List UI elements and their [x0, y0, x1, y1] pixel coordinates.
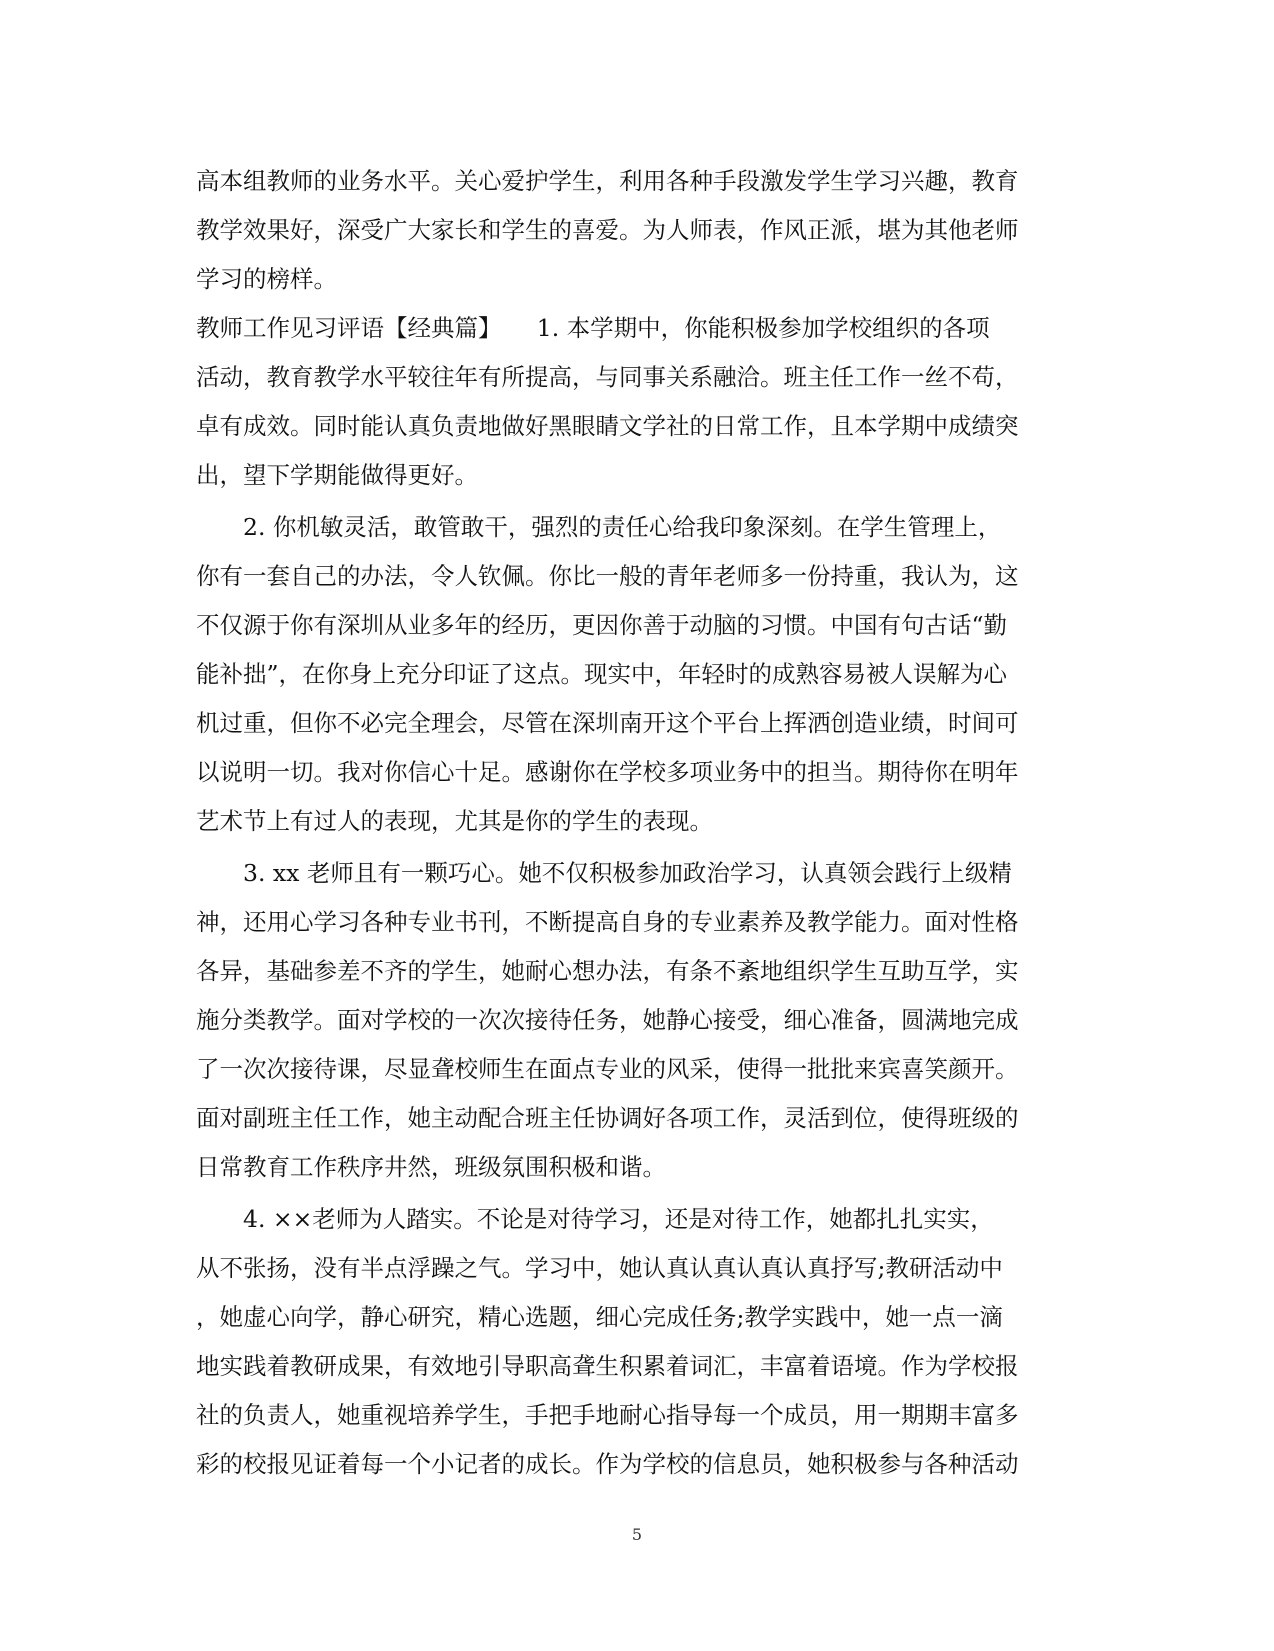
text-line: 出，望下学期能做得更好。 — [196, 461, 478, 489]
text-line: 施分类教学。面对学校的一次次接待任务，她静心接受，细心准备，圆满地完成 — [196, 1006, 1019, 1034]
text-line: 机过重，但你不必完全理会，尽管在深圳南开这个平台上挥洒创造业绩，时间可 — [196, 709, 1019, 737]
section-heading-line: 教师工作见习评语【经典篇】 1. 本学期中，你能积极参加学校组织的各项 — [196, 314, 990, 342]
text-line: 不仅源于你有深圳从业多年的经历，更因你善于动脑的习惯。中国有句古话“勤 — [196, 611, 1008, 639]
text-line: 以说明一切。我对你信心十足。感谢你在学校多项业务中的担当。期待你在明年 — [196, 758, 1019, 786]
text-line: 日常教育工作秩序井然，班级氛围积极和谐。 — [196, 1153, 666, 1181]
text-line: 了一次次接待课，尽显聋校师生在面点专业的风采，使得一批批来宾喜笑颜开。 — [196, 1055, 1019, 1083]
text-line: 面对副班主任工作，她主动配合班主任协调好各项工作，灵活到位，使得班级的 — [196, 1104, 1019, 1132]
text-line: 能补拙”，在你身上充分印证了这点。现实中，年轻时的成熟容易被人误解为心 — [196, 660, 1008, 688]
text-line: 从不张扬，没有半点浮躁之气。学习中，她认真认真认真认真抒写;教研活动中 — [196, 1254, 1003, 1282]
text-line: 各异，基础参差不齐的学生，她耐心想办法，有条不紊地组织学生互助互学，实 — [196, 957, 1019, 985]
text-line: 地实践着教研成果，有效地引导职高聋生积累着词汇，丰富着语境。作为学校报 — [196, 1352, 1019, 1380]
text-line: 学习的榜样。 — [196, 265, 337, 293]
text-line: 教学效果好，深受广大家长和学生的喜爱。为人师表，作风正派，堪为其他老师 — [196, 216, 1019, 244]
text-line: 你有一套自己的办法，令人钦佩。你比一般的青年老师多一份持重，我认为，这 — [196, 562, 1019, 590]
page-number: 5 — [631, 1525, 643, 1544]
text-line: 神，还用心学习各种专业书刊，不断提高自身的专业素养及教学能力。面对性格 — [196, 908, 1019, 936]
body-text — [196, 157, 1078, 1489]
paragraph-2-start: 2. 你机敏灵活，敢管敢干，强烈的责任心给我印象深刻。在学生管理上， — [196, 513, 1002, 541]
text-line: 社的负责人，她重视培养学生，手把手地耐心指导每一个成员，用一期期丰富多 — [196, 1401, 1019, 1429]
text-line: 艺术节上有过人的表现，尤其是你的学生的表现。 — [196, 807, 713, 835]
paragraph-3-start: 3. xx 老师且有一颗巧心。她不仅积极参加政治学习，认真领会践行上级精 — [196, 859, 1012, 887]
text-line: 卓有成效。同时能认真负责地做好黑眼睛文学社的日常工作，且本学期中成绩突 — [196, 412, 1019, 440]
text-line: 高本组教师的业务水平。关心爱护学生，利用各种手段激发学生学习兴趣，教育 — [196, 167, 1019, 195]
paragraph-4-start: 4. ××老师为人踏实。不论是对待学习，还是对待工作，她都扎扎实实， — [196, 1205, 994, 1233]
text-line: ，她虚心向学，静心研究，精心选题，细心完成任务;教学实践中，她一点一滴 — [196, 1303, 1003, 1331]
text-line: 彩的校报见证着每一个小记者的成长。作为学校的信息员，她积极参与各种活动 — [196, 1450, 1019, 1478]
text-line: 活动，教育教学水平较往年有所提高，与同事关系融洽。班主任工作一丝不苟， — [196, 363, 1019, 391]
